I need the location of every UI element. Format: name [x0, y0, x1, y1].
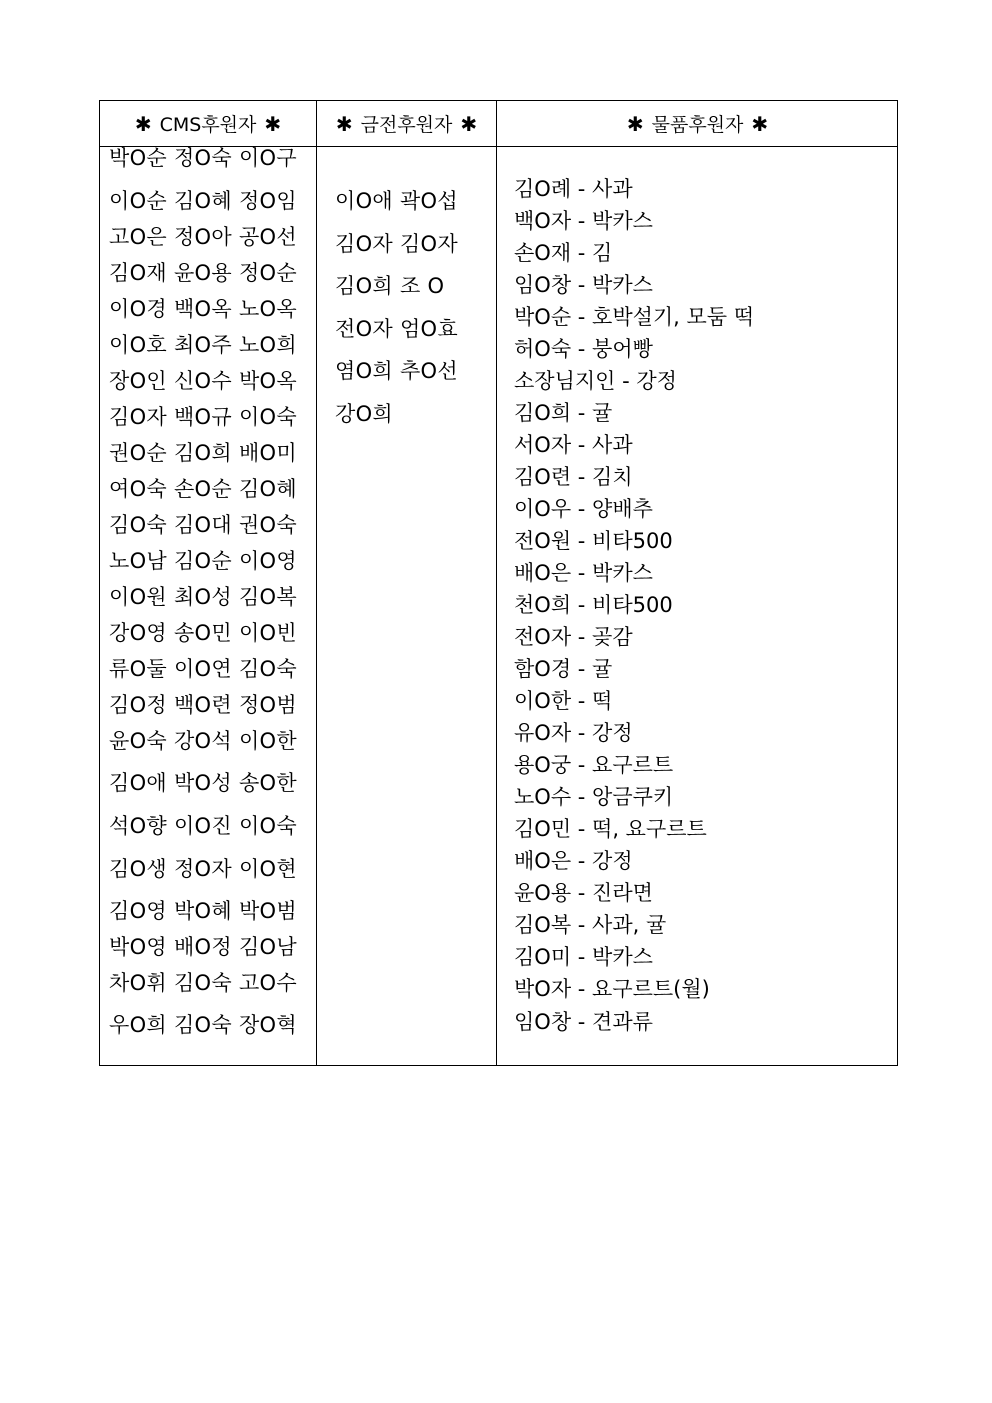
cms-donor-row: 이O호 최O주 노O희 [109, 333, 297, 357]
goods-donor-row: 손O재 - 김 [514, 241, 613, 265]
goods-donor-row: 윤O용 - 진라면 [514, 881, 653, 905]
goods-donor-row: 유O자 - 강정 [514, 721, 633, 745]
cash-donor-row: 강O희 [335, 402, 394, 426]
cms-donor-row: 여O숙 손O순 김O혜 [109, 477, 297, 501]
cms-donor-row: 이O원 최O성 김O복 [109, 585, 297, 609]
cash-donor-list [317, 101, 496, 1065]
cash-donor-row: 염O희 추O선 [335, 359, 458, 383]
cms-donor-row: 윤O숙 강O석 이O한 [109, 729, 297, 753]
asterisk-icon: ✱ [460, 111, 478, 136]
goods-donor-row: 김O련 - 김치 [514, 465, 633, 489]
asterisk-icon: ✱ [751, 111, 769, 136]
cms-donor-row: 김O숙 김O대 권O숙 [109, 513, 297, 537]
cms-donor-row: 박O영 배O정 김O남 [109, 935, 297, 959]
cms-donor-row: 김O애 박O성 송O한 [109, 771, 297, 795]
goods-donor-row: 임O창 - 박카스 [514, 273, 653, 297]
asterisk-icon: ✱ [626, 111, 644, 136]
cash-donor-row: 이O애 곽O섭 [335, 189, 458, 213]
goods-donor-row: 김O복 - 사과, 귤 [514, 913, 667, 937]
goods-donor-row: 노O수 - 앙금쿠키 [514, 785, 674, 809]
goods-donor-row: 배O은 - 박카스 [514, 561, 653, 585]
cms-donor-row: 고O은 정O아 공O선 [109, 225, 297, 249]
cms-donor-row: 차O휘 김O숙 고O수 [109, 971, 297, 995]
goods-donor-row: 소장님지인 - 강정 [514, 369, 677, 393]
cms-donor-row: 김O영 박O혜 박O범 [109, 899, 297, 923]
cash-donor-row: 김O자 김O자 [335, 232, 458, 256]
cms-donor-row: 박O순 정O숙 이O구 [109, 146, 297, 170]
cms-donor-row: 석O향 이O진 이O숙 [109, 814, 297, 838]
asterisk-icon: ✱ [335, 111, 353, 136]
asterisk-icon: ✱ [134, 111, 152, 136]
cms-donor-row: 우O희 김O숙 장O혁 [109, 1013, 297, 1037]
goods-donor-row: 용O궁 - 요구르트 [514, 753, 674, 777]
goods-donor-list [497, 101, 898, 1065]
goods-donor-row: 임O창 - 견과류 [514, 1010, 653, 1034]
asterisk-icon: ✱ [264, 111, 282, 136]
header-cash-label: 금전후원자 [360, 114, 453, 136]
goods-donor-row: 박O순 - 호박설기, 모둠 떡 [514, 305, 755, 329]
goods-donor-row: 박O자 - 요구르트(월) [514, 977, 710, 1001]
goods-donor-row: 허O숙 - 붕어빵 [514, 337, 653, 361]
cms-donor-row: 김O재 윤O용 정O순 [109, 261, 297, 285]
cms-donor-row: 김O자 백O규 이O숙 [109, 405, 297, 429]
cash-donor-row: 김O희 조 O [335, 274, 445, 298]
goods-donor-row: 이O한 - 떡 [514, 689, 613, 713]
goods-donor-row: 김O례 - 사과 [514, 177, 633, 201]
goods-donor-row: 김O미 - 박카스 [514, 945, 653, 969]
cms-donor-row: 김O정 백O련 정O범 [109, 693, 297, 717]
goods-donor-row: 전O자 - 곶감 [514, 625, 633, 649]
header-goods-label: 물품후원자 [651, 114, 744, 136]
goods-donor-row: 서O자 - 사과 [514, 433, 633, 457]
goods-donor-row: 함O경 - 귤 [514, 657, 613, 681]
cash-donor-row: 전O자 엄O효 [335, 317, 458, 341]
cms-donor-row: 류O둘 이O연 김O숙 [109, 657, 297, 681]
cms-donor-row: 이O순 김O혜 정O임 [109, 189, 297, 213]
goods-donor-row: 이O우 - 양배추 [514, 497, 653, 521]
cms-donor-list [100, 101, 316, 1065]
cms-donor-row: 김O생 정O자 이O현 [109, 857, 297, 881]
goods-donor-row: 김O희 - 귤 [514, 401, 613, 425]
goods-donor-row: 전O원 - 비타500 [514, 529, 673, 553]
goods-donor-row: 김O민 - 떡, 요구르트 [514, 817, 707, 841]
cms-donor-row: 권O순 김O희 배O미 [109, 441, 297, 465]
cms-donor-row: 장O인 신O수 박O옥 [109, 369, 297, 393]
cms-donor-row: 이O경 백O옥 노O옥 [109, 297, 297, 321]
goods-donor-row: 배O은 - 강정 [514, 849, 633, 873]
goods-donor-row: 천O희 - 비타500 [514, 593, 673, 617]
cms-donor-row: 노O남 김O순 이O영 [109, 549, 297, 573]
cms-donor-row: 강O영 송O민 이O빈 [109, 621, 297, 645]
goods-donor-row: 백O자 - 박카스 [514, 209, 653, 233]
header-cms-label: CMS후원자 [159, 114, 257, 136]
donor-table [99, 100, 898, 1066]
